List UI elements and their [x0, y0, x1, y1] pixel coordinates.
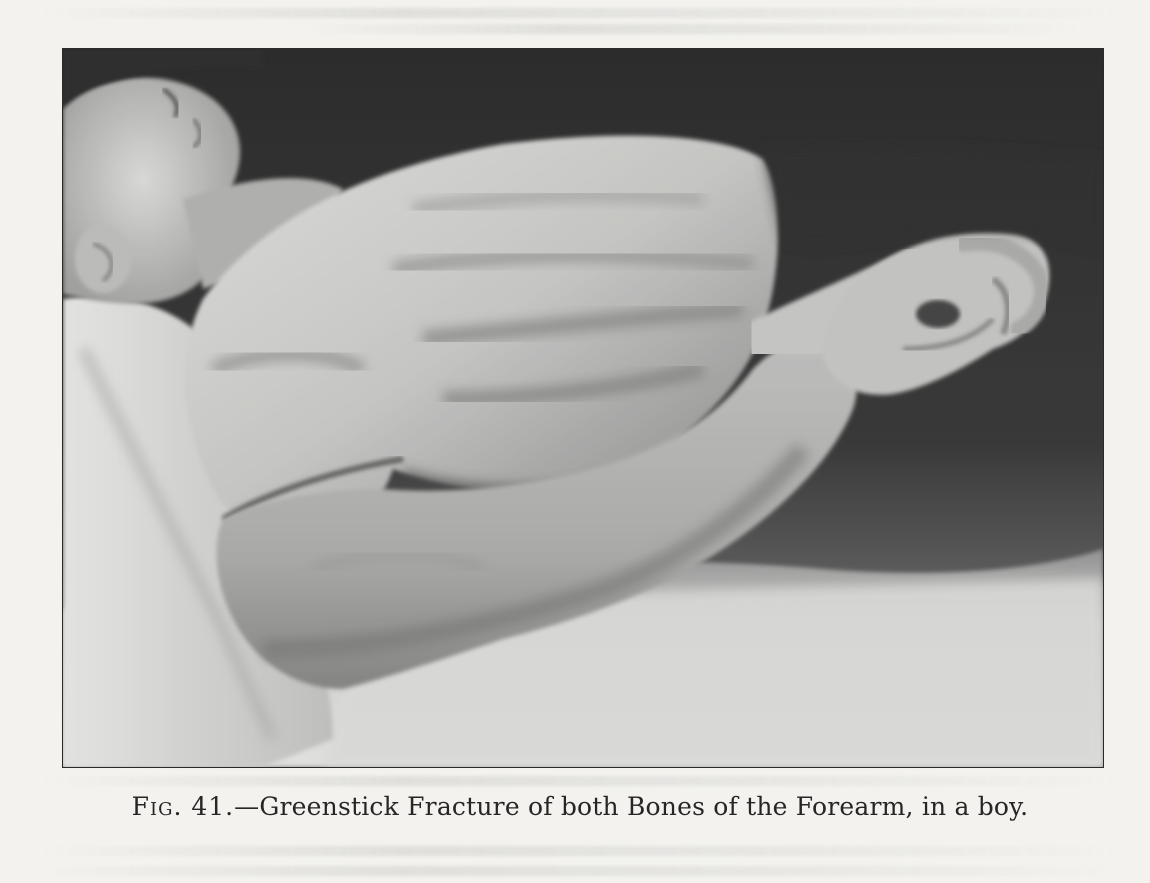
figure-caption-text: —Greenstick Fracture of both Bones of the Forearm, in a boy. [234, 792, 1029, 821]
figure-photograph [62, 48, 1104, 768]
figure-caption [0, 792, 1150, 821]
boy-forearm-illustration [63, 49, 1103, 767]
bleed-through-line [40, 866, 1120, 876]
bleed-through-line [40, 8, 1120, 18]
figure-label: Fig. 41. [131, 792, 235, 821]
bleed-through-line [300, 24, 1080, 34]
bleed-through-line [40, 776, 1120, 786]
bleed-through-line [40, 846, 1120, 856]
